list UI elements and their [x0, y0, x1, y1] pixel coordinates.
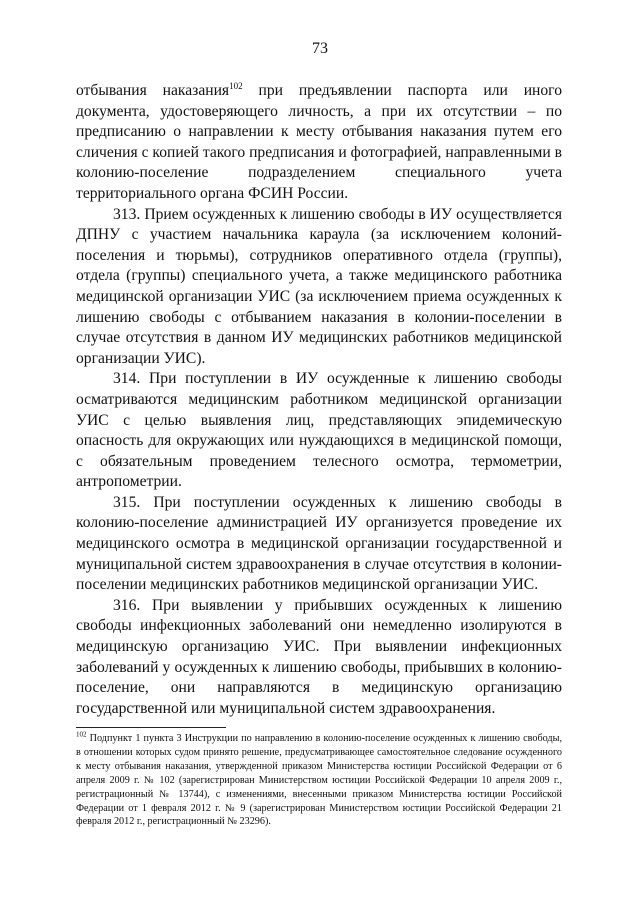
- footnote-text: Подпункт 1 пункта 3 Инструкции по направлению в колонию-поселение осужденных к лишению свободы, в отношении которых судом принято решение, предусматривающее самостоятельное следование осужденного к месту отбывания наказания, утвержденной приказом Министерства юстиции Российской Федерации от 6 апреля 2009 г. № 102 (зарегистрирован Министерством юстиции Российской Федерации 10 апреля 2009 г., регистрационный № 13744), с изменениями, внесенными приказом Министерства юстиции Российской Федерации от 1 февраля 2012 г. № 9 (зарегистрирован Министерством юстиции Российской Федерации 21 февраля 2012 г., регистрационный № 23296).: [76, 733, 562, 828]
- paragraph-314: 314. При поступлении в ИУ осужденные к лишению свободы осматриваются медицинским работником медицинской организации УИС с целью выявления лиц, представляющих эпидемическую опасность для окружающих или нуждающихся в медицинской помощи, с обязательным проведением телесного осмотра, термометрии, антропометрии.: [76, 370, 562, 491]
- paragraph-text: при предъявлении паспорта или иного документа, удостоверяющего личность, а при их отсутствии – по предписанию о направлении к месту отбывания наказания путем его сличения с копией такого предписания и фотографией, направленными в колонию-поселение подразделением специального учета территориального органа ФСИН России.: [76, 82, 562, 202]
- paragraph-313: 313. Прием осужденных к лишению свободы в ИУ осуществляется ДПНУ с участием начальника караула (за исключением колоний-поселения и тюрьмы), сотрудников оперативного отдела (группы), отдела (группы) специального учета, а также медицинского работника медицинской организации УИС (за исключением приема осужденных к лишению свободы с отбыванием наказания в колонии-поселении в случае отсутствия в данном ИУ медицинских работников медицинской организации УИС).: [76, 205, 562, 367]
- paragraph-316: 316. При выявлении у прибывших осужденных к лишению свободы инфекционных заболеваний они немедленно изолируются в медицинскую организацию УИС. При выявлении инфекционных заболеваний у осужденных к лишению свободы, прибывших в колонию-поселение, они направляются в медицинскую организацию государственной или муниципальной систем здравоохранения.: [76, 596, 562, 717]
- footnote-divider: [76, 727, 226, 728]
- paragraph-315: 315. При поступлении осужденных к лишению свободы в колонию-поселение администрацией ИУ организуется проведение их медицинского осмотра в медицинской организации государственной и муниципальной систем здравоохранения в случае отсутствия в колонии-поселении медицинских работников медицинской организации УИС.: [76, 493, 562, 594]
- body-text: [76, 81, 562, 719]
- footnote-marker: 102: [76, 730, 87, 739]
- page-number: 73: [312, 40, 328, 57]
- footnote: [76, 732, 562, 829]
- footnote-reference[interactable]: 102: [229, 80, 243, 91]
- paragraph-text: отбывания наказания: [76, 82, 230, 99]
- paragraph-continuation: [76, 81, 562, 205]
